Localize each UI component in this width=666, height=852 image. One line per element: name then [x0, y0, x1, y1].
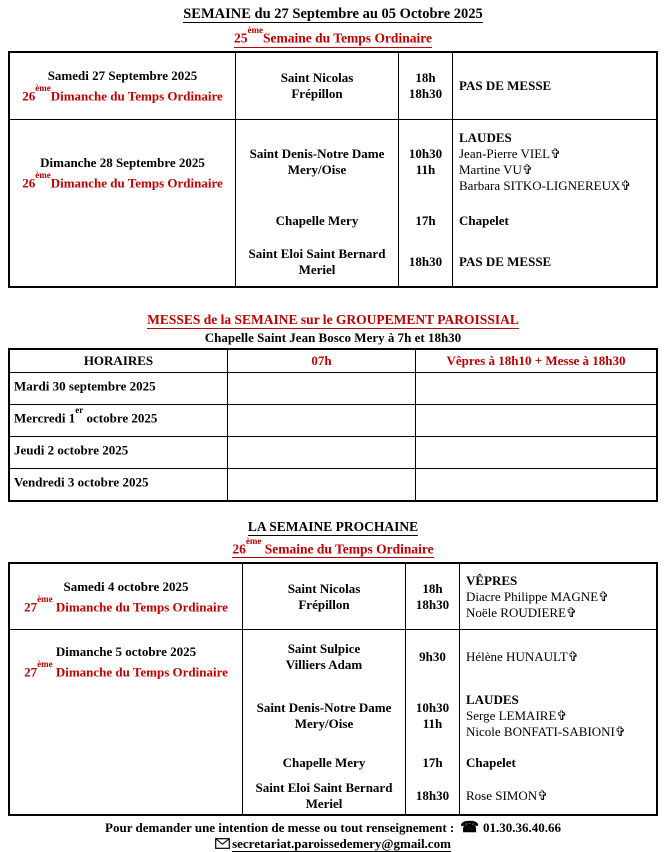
detail-entry: [460, 748, 656, 778]
date-cell: [10, 564, 242, 629]
day-label: Mercredi 1: [14, 409, 76, 425]
time-line: 10h30: [415, 700, 450, 715]
table-row-jeudi: [10, 436, 656, 468]
date-line: Samedi 4 octobre 2025: [63, 578, 189, 594]
week-number: 25: [234, 30, 248, 46]
time-line: 9h30: [419, 649, 446, 664]
next-week-label: [232, 537, 433, 559]
location-entry: [243, 684, 405, 748]
detail-entry: [453, 204, 656, 238]
ordinal-text: Dimanche du Temps Ordinaire: [52, 664, 228, 680]
header-vepres: Vêpres à 18h10 + Messe à 18h30: [415, 350, 656, 372]
page: [0, 6, 666, 852]
time-entry: [399, 53, 452, 119]
ordinal-line: [22, 84, 223, 104]
page-title: [0, 6, 666, 23]
week-text: Semaine du Temps Ordinaire: [263, 30, 432, 46]
detail-cell: [452, 120, 656, 286]
day-label: Jeudi 2 octobre 2025: [14, 441, 129, 457]
header-horaires: HORAIRES: [83, 352, 154, 368]
messes-heading-text: MESSES de la SEMAINE sur le GROUPEMENT PAROISSIAL: [147, 311, 519, 327]
next-week-heading: [0, 519, 666, 536]
empty-cell: [227, 469, 415, 500]
time-cell: [398, 53, 452, 119]
time-entry: [399, 120, 452, 204]
detail-entry: [453, 53, 656, 119]
location-entry: [243, 748, 405, 778]
empty-cell: [415, 373, 656, 404]
detail-line: Martine VU✞: [459, 161, 533, 177]
table-row-mardi: [10, 372, 656, 404]
detail-entry: [460, 564, 656, 629]
time-line: 18h30: [415, 596, 450, 612]
empty-cell: [415, 437, 656, 468]
header-07h: 07h: [227, 350, 415, 372]
detail-entry: [453, 120, 656, 204]
time-line: 17h: [415, 212, 436, 228]
detail-cell: [452, 53, 656, 119]
date-line: Samedi 27 Septembre 2025: [47, 67, 198, 83]
location-cell: [242, 630, 405, 814]
week-label: [234, 26, 432, 48]
location-entry: [243, 630, 405, 684]
empty-cell: [227, 405, 415, 436]
day-label: Vendredi 3 octobre 2025: [14, 473, 149, 489]
ordinal-suffix: ème: [35, 82, 51, 93]
location-line: Saint Denis-Notre Dame: [249, 145, 385, 161]
ordinal-line: [24, 660, 228, 680]
location-line: Frépillon: [291, 85, 343, 101]
detail-line: Nicole BONFATI-SABIONI✞: [466, 724, 626, 739]
weekend-schedule-table: [8, 51, 658, 288]
table-row-dimanche-5: [10, 629, 656, 814]
day-label: Mardi 30 septembre 2025: [14, 377, 156, 393]
detail-cell: [459, 564, 656, 629]
location-line: Mery/Oise: [287, 161, 347, 177]
time-line: 11h: [422, 716, 443, 731]
detail-entry: [460, 684, 656, 748]
table-row-vendredi: [10, 468, 656, 500]
page-subtitle: [0, 26, 666, 48]
empty-cell: [227, 437, 415, 468]
location-cell: [235, 120, 398, 286]
date-cell: [10, 630, 242, 814]
detail-cell: [459, 630, 656, 814]
location-line: Chapelle Mery: [275, 212, 359, 228]
date-cell: [10, 53, 235, 119]
detail-entry: [460, 778, 656, 814]
footer-email-line: [0, 836, 666, 852]
week-number: 26: [232, 541, 246, 556]
detail-line: LAUDES: [466, 692, 519, 707]
day-label-rest: octobre 2025: [83, 409, 158, 425]
time-entry: [406, 564, 459, 629]
location-cell: [235, 53, 398, 119]
time-line: 18h: [415, 69, 436, 85]
ordinal-line: [24, 595, 228, 615]
detail-line: Barbara SITKO-LIGNEREUX✞: [459, 177, 632, 193]
location-line: Saint Eloi Saint Bernard: [255, 780, 393, 795]
location-line: Villiers Adam: [285, 657, 363, 672]
location-cell: [242, 564, 405, 629]
detail-line: Serge LEMAIRE✞: [466, 708, 568, 723]
detail-entry: [453, 238, 656, 286]
location-line: Saint Eloi Saint Bernard: [248, 245, 386, 261]
ordinal-line: [22, 171, 223, 191]
envelope-icon: [215, 838, 230, 849]
day-cell: [10, 437, 227, 468]
location-line: Saint Denis-Notre Dame: [256, 700, 392, 715]
location-line: Saint Nicolas: [287, 580, 361, 596]
email-link[interactable]: secretariat.paroissedemery@gmail.com: [232, 836, 451, 851]
ordinal-suffix: ème: [35, 169, 51, 180]
location-line: Saint Sulpice: [287, 641, 361, 656]
detail-line: Noële ROUDIERE✞: [466, 604, 577, 620]
page-title-text: SEMAINE du 27 Septembre au 05 Octobre 2025: [183, 6, 483, 22]
ordinal-number: 27: [24, 599, 38, 615]
ordinal-number: 26: [22, 174, 36, 190]
next-week-subtitle: [0, 537, 666, 559]
day-cell: [10, 373, 227, 404]
table-row-mercredi: [10, 404, 656, 436]
detail-line: PAS DE MESSE: [459, 77, 552, 93]
detail-line: Diacre Philippe MAGNE✞: [466, 588, 610, 604]
location-entry: [236, 53, 398, 119]
ordinal-number: 27: [24, 664, 38, 680]
detail-line: Jean-Pierre VIEL✞: [459, 145, 561, 161]
detail-line: LAUDES: [459, 129, 512, 145]
ordinal-number: 26: [22, 88, 36, 104]
location-line: Frépillon: [298, 596, 350, 612]
table-row-dimanche-28: [10, 119, 656, 286]
ordinal-text: Dimanche du Temps Ordinaire: [50, 88, 223, 104]
date-line: Dimanche 28 Septembre 2025: [40, 154, 205, 170]
time-line: 18h: [422, 580, 443, 596]
empty-cell: [415, 469, 656, 500]
location-entry: [243, 778, 405, 814]
time-line: 18h30: [408, 85, 443, 101]
time-entry: [406, 748, 459, 778]
messes-heading: [0, 312, 666, 329]
detail-line: Hélène HUNAULT✞: [466, 649, 579, 664]
week-ordinal-suffix: ème: [247, 25, 264, 35]
date-cell: [10, 120, 235, 286]
detail-entry: [460, 630, 656, 684]
phone-number: 01.30.36.40.66: [482, 820, 561, 835]
location-entry: [236, 238, 398, 286]
time-entry: [399, 204, 452, 238]
date-line: Dimanche 5 octobre 2025: [55, 644, 197, 659]
detail-line: Chapelet: [459, 212, 509, 228]
time-line: 17h: [422, 755, 443, 770]
ordinal-suffix: ème: [37, 659, 53, 669]
location-line: Chapelle Mery: [282, 755, 366, 770]
ordinal-suffix: ème: [37, 593, 53, 604]
time-entry: [406, 630, 459, 684]
location-entry: [236, 120, 398, 204]
location-line: Meriel: [298, 261, 336, 277]
time-entry: [406, 778, 459, 814]
table-header-row: [10, 350, 656, 372]
location-entry: [236, 204, 398, 238]
time-cell: [405, 564, 459, 629]
week-text: Semaine du Temps Ordinaire: [261, 541, 434, 556]
location-entry: [243, 564, 405, 629]
detail-line: PAS DE MESSE: [459, 253, 552, 269]
location-line: Mery/Oise: [294, 716, 354, 731]
detail-line: Chapelet: [466, 755, 516, 770]
time-line: 18h30: [408, 253, 443, 269]
empty-cell: [227, 373, 415, 404]
day-sup: er: [75, 404, 84, 415]
time-cell: [398, 120, 452, 286]
phone-icon: ☎: [460, 820, 479, 836]
empty-cell: [415, 405, 656, 436]
messes-subheading: Chapelle Saint Jean Bosco Mery à 7h et 18h30: [204, 329, 462, 345]
table-row-samedi-4: [10, 564, 656, 629]
time-line: 11h: [415, 161, 436, 177]
location-line: Saint Nicolas: [280, 69, 354, 85]
next-weekend-schedule-table: [8, 562, 658, 816]
ordinal-text: Dimanche du Temps Ordinaire: [52, 599, 228, 615]
detail-line: Rose SIMON✞: [466, 788, 549, 803]
ordinal-text: Dimanche du Temps Ordinaire: [50, 174, 223, 190]
detail-line: VÊPRES: [466, 572, 518, 588]
table-row-samedi-27: [10, 53, 656, 119]
time-line: 18h30: [415, 788, 450, 803]
time-line: 10h30: [408, 145, 443, 161]
day-cell: [10, 469, 227, 500]
location-line: Meriel: [305, 796, 343, 811]
week-ordinal-suffix: ème: [245, 535, 262, 546]
footer-contact-line: [0, 820, 666, 836]
time-entry: [399, 238, 452, 286]
time-entry: [406, 684, 459, 748]
next-week-heading-text: LA SEMAINE PROCHAINE: [247, 518, 419, 534]
time-cell: [405, 630, 459, 814]
weekday-masses-table: [8, 348, 658, 502]
day-cell: [10, 405, 227, 436]
footer-contact-text: Pour demander une intention de messe ou tout renseignement :: [105, 820, 455, 835]
